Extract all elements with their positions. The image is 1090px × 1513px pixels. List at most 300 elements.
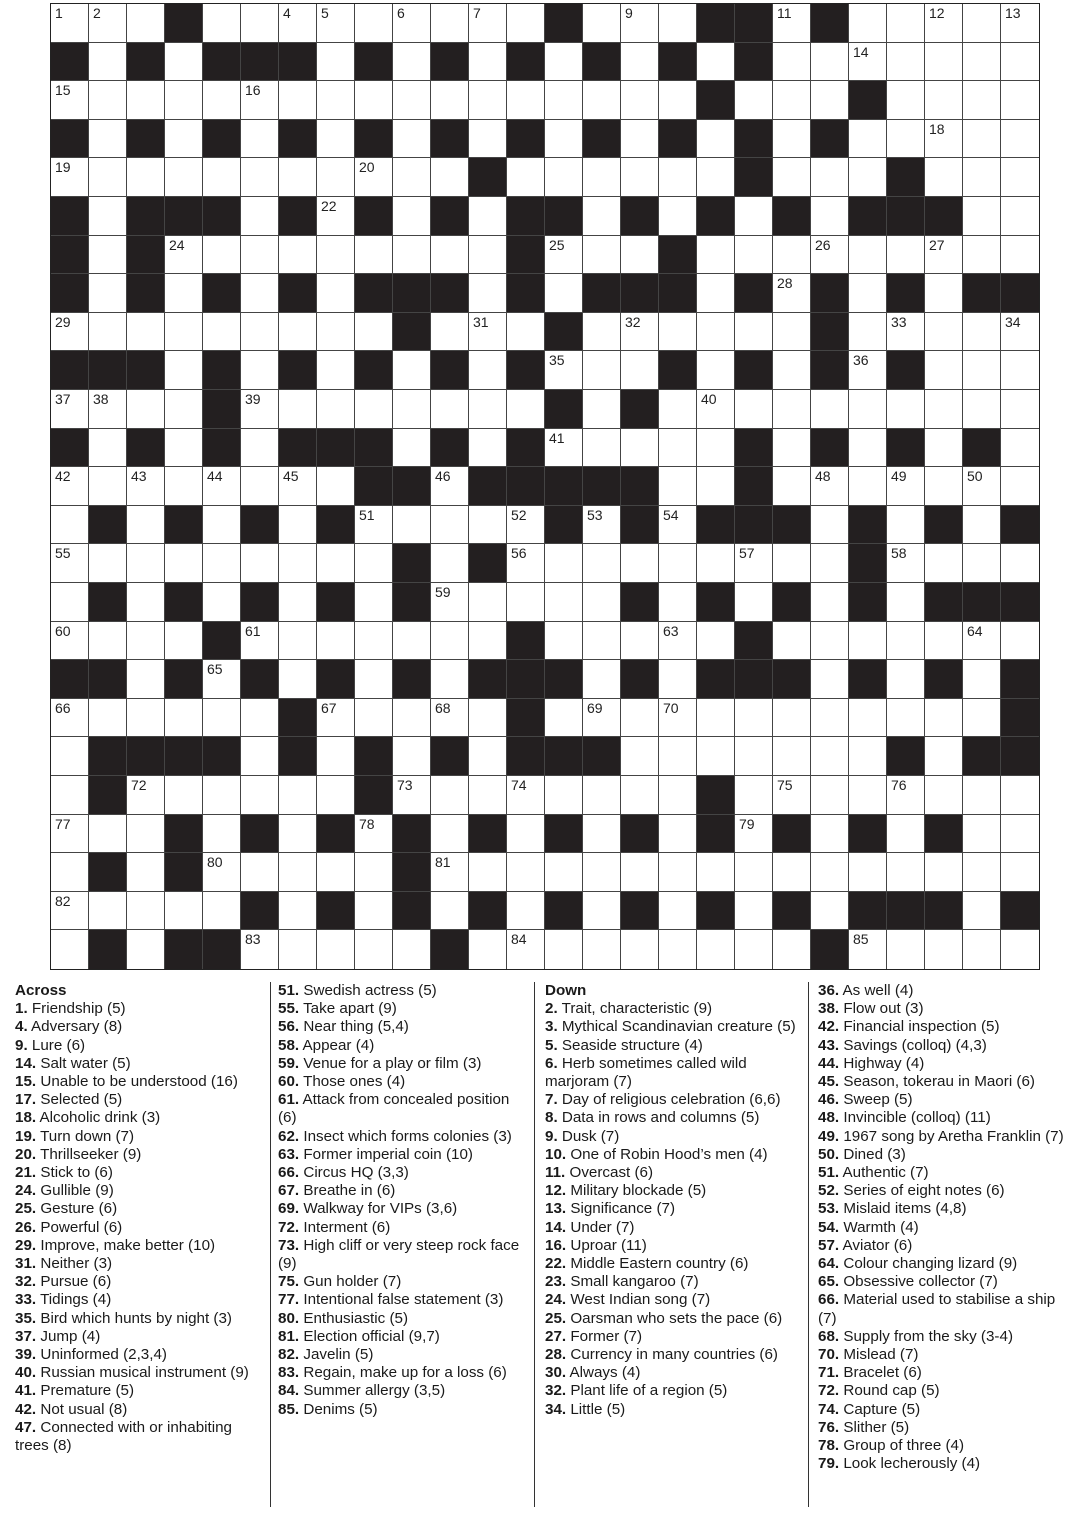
- answer-cell[interactable]: [127, 4, 165, 43]
- answer-cell[interactable]: [469, 43, 507, 82]
- answer-cell[interactable]: [963, 197, 1001, 236]
- answer-cell[interactable]: [393, 197, 431, 236]
- answer-cell[interactable]: [431, 660, 469, 699]
- answer-cell[interactable]: [621, 236, 659, 275]
- answer-cell[interactable]: [659, 4, 697, 43]
- answer-cell[interactable]: [165, 776, 203, 815]
- clue-item[interactable]: [545, 1182, 801, 1200]
- clue-item[interactable]: [15, 1328, 265, 1346]
- answer-cell[interactable]: [469, 506, 507, 545]
- answer-cell[interactable]: [241, 776, 279, 815]
- answer-cell[interactable]: [887, 120, 925, 159]
- answer-cell[interactable]: [507, 583, 545, 622]
- answer-cell[interactable]: [51, 467, 89, 506]
- answer-cell[interactable]: [51, 853, 89, 892]
- clue-item[interactable]: [15, 1091, 265, 1109]
- clue-item[interactable]: [818, 1273, 1078, 1291]
- answer-cell[interactable]: [849, 43, 887, 82]
- clue-item[interactable]: [278, 1055, 523, 1073]
- answer-cell[interactable]: [697, 351, 735, 390]
- clue-item[interactable]: [818, 1200, 1078, 1218]
- answer-cell[interactable]: [811, 699, 849, 738]
- answer-cell[interactable]: [165, 892, 203, 931]
- answer-cell[interactable]: [203, 853, 241, 892]
- clue-item[interactable]: [278, 1273, 523, 1291]
- answer-cell[interactable]: [89, 467, 127, 506]
- answer-cell[interactable]: [317, 81, 355, 120]
- answer-cell[interactable]: [51, 506, 89, 545]
- answer-cell[interactable]: [393, 236, 431, 275]
- answer-cell[interactable]: [963, 776, 1001, 815]
- answer-cell[interactable]: [925, 853, 963, 892]
- answer-cell[interactable]: [241, 699, 279, 738]
- answer-cell[interactable]: [317, 236, 355, 275]
- answer-cell[interactable]: [355, 853, 393, 892]
- answer-cell[interactable]: [621, 4, 659, 43]
- answer-cell[interactable]: [849, 853, 887, 892]
- answer-cell[interactable]: [127, 776, 165, 815]
- clue-item[interactable]: [15, 1182, 265, 1200]
- answer-cell[interactable]: [1001, 544, 1039, 583]
- answer-cell[interactable]: [849, 467, 887, 506]
- answer-cell[interactable]: [127, 699, 165, 738]
- answer-cell[interactable]: [279, 81, 317, 120]
- answer-cell[interactable]: [849, 622, 887, 661]
- answer-cell[interactable]: [241, 544, 279, 583]
- answer-cell[interactable]: [659, 158, 697, 197]
- answer-cell[interactable]: [51, 737, 89, 776]
- answer-cell[interactable]: [545, 236, 583, 275]
- answer-cell[interactable]: [355, 4, 393, 43]
- answer-cell[interactable]: [887, 776, 925, 815]
- answer-cell[interactable]: [1001, 236, 1039, 275]
- answer-cell[interactable]: [697, 120, 735, 159]
- clue-item[interactable]: [278, 1328, 523, 1346]
- answer-cell[interactable]: [735, 737, 773, 776]
- answer-cell[interactable]: [393, 506, 431, 545]
- answer-cell[interactable]: [659, 544, 697, 583]
- clue-item[interactable]: [818, 1346, 1078, 1364]
- answer-cell[interactable]: [659, 81, 697, 120]
- answer-cell[interactable]: [811, 660, 849, 699]
- answer-cell[interactable]: [355, 622, 393, 661]
- answer-cell[interactable]: [51, 158, 89, 197]
- answer-cell[interactable]: [51, 776, 89, 815]
- answer-cell[interactable]: [203, 506, 241, 545]
- clue-item[interactable]: [15, 1255, 265, 1273]
- answer-cell[interactable]: [659, 583, 697, 622]
- answer-cell[interactable]: [89, 699, 127, 738]
- answer-cell[interactable]: [1001, 815, 1039, 854]
- answer-cell[interactable]: [583, 351, 621, 390]
- answer-cell[interactable]: [279, 158, 317, 197]
- answer-cell[interactable]: [811, 776, 849, 815]
- answer-cell[interactable]: [811, 583, 849, 622]
- answer-cell[interactable]: [507, 390, 545, 429]
- answer-cell[interactable]: [279, 815, 317, 854]
- answer-cell[interactable]: [355, 390, 393, 429]
- answer-cell[interactable]: [621, 158, 659, 197]
- answer-cell[interactable]: [811, 853, 849, 892]
- answer-cell[interactable]: [51, 622, 89, 661]
- answer-cell[interactable]: [355, 892, 393, 931]
- answer-cell[interactable]: [241, 274, 279, 313]
- answer-cell[interactable]: [469, 776, 507, 815]
- clue-item[interactable]: [545, 1055, 801, 1091]
- answer-cell[interactable]: [1001, 930, 1039, 969]
- answer-cell[interactable]: [393, 390, 431, 429]
- answer-cell[interactable]: [659, 737, 697, 776]
- answer-cell[interactable]: [1001, 43, 1039, 82]
- answer-cell[interactable]: [279, 622, 317, 661]
- answer-cell[interactable]: [203, 158, 241, 197]
- answer-cell[interactable]: [963, 467, 1001, 506]
- answer-cell[interactable]: [431, 583, 469, 622]
- answer-cell[interactable]: [279, 467, 317, 506]
- answer-cell[interactable]: [697, 274, 735, 313]
- answer-cell[interactable]: [1001, 120, 1039, 159]
- answer-cell[interactable]: [165, 158, 203, 197]
- answer-cell[interactable]: [89, 429, 127, 468]
- answer-cell[interactable]: [317, 930, 355, 969]
- answer-cell[interactable]: [963, 506, 1001, 545]
- answer-cell[interactable]: [735, 583, 773, 622]
- answer-cell[interactable]: [925, 274, 963, 313]
- answer-cell[interactable]: [165, 390, 203, 429]
- answer-cell[interactable]: [963, 236, 1001, 275]
- answer-cell[interactable]: [469, 120, 507, 159]
- answer-cell[interactable]: [887, 81, 925, 120]
- answer-cell[interactable]: [279, 544, 317, 583]
- answer-cell[interactable]: [963, 313, 1001, 352]
- answer-cell[interactable]: [583, 158, 621, 197]
- answer-cell[interactable]: [697, 313, 735, 352]
- answer-cell[interactable]: [697, 43, 735, 82]
- answer-cell[interactable]: [697, 622, 735, 661]
- answer-cell[interactable]: [241, 930, 279, 969]
- answer-cell[interactable]: [431, 313, 469, 352]
- answer-cell[interactable]: [507, 4, 545, 43]
- answer-cell[interactable]: [469, 390, 507, 429]
- answer-cell[interactable]: [51, 815, 89, 854]
- answer-cell[interactable]: [279, 892, 317, 931]
- clue-item[interactable]: [545, 1200, 801, 1218]
- clue-item[interactable]: [278, 1000, 523, 1018]
- answer-cell[interactable]: [127, 622, 165, 661]
- answer-cell[interactable]: [583, 81, 621, 120]
- answer-cell[interactable]: [659, 467, 697, 506]
- answer-cell[interactable]: [811, 390, 849, 429]
- answer-cell[interactable]: [393, 622, 431, 661]
- answer-cell[interactable]: [697, 158, 735, 197]
- clue-item[interactable]: [545, 1291, 801, 1309]
- answer-cell[interactable]: [165, 544, 203, 583]
- answer-cell[interactable]: [279, 313, 317, 352]
- answer-cell[interactable]: [811, 81, 849, 120]
- answer-cell[interactable]: [279, 660, 317, 699]
- clue-item[interactable]: [545, 1091, 801, 1109]
- answer-cell[interactable]: [203, 4, 241, 43]
- answer-cell[interactable]: [773, 120, 811, 159]
- answer-cell[interactable]: [773, 158, 811, 197]
- answer-cell[interactable]: [925, 776, 963, 815]
- answer-cell[interactable]: [51, 892, 89, 931]
- answer-cell[interactable]: [887, 660, 925, 699]
- answer-cell[interactable]: [51, 583, 89, 622]
- answer-cell[interactable]: [51, 544, 89, 583]
- clue-item[interactable]: [15, 1382, 265, 1400]
- answer-cell[interactable]: [849, 4, 887, 43]
- answer-cell[interactable]: [545, 158, 583, 197]
- clue-item[interactable]: [545, 1364, 801, 1382]
- clue-item[interactable]: [15, 1018, 265, 1036]
- answer-cell[interactable]: [1001, 622, 1039, 661]
- answer-cell[interactable]: [89, 815, 127, 854]
- answer-cell[interactable]: [621, 351, 659, 390]
- answer-cell[interactable]: [317, 197, 355, 236]
- answer-cell[interactable]: [583, 815, 621, 854]
- answer-cell[interactable]: [51, 699, 89, 738]
- answer-cell[interactable]: [735, 776, 773, 815]
- clue-item[interactable]: [278, 1018, 523, 1036]
- answer-cell[interactable]: [1001, 4, 1039, 43]
- clue-item[interactable]: [818, 1437, 1078, 1455]
- answer-cell[interactable]: [507, 776, 545, 815]
- answer-cell[interactable]: [925, 390, 963, 429]
- answer-cell[interactable]: [735, 390, 773, 429]
- answer-cell[interactable]: [811, 892, 849, 931]
- answer-cell[interactable]: [241, 81, 279, 120]
- answer-cell[interactable]: [279, 4, 317, 43]
- answer-cell[interactable]: [317, 390, 355, 429]
- answer-cell[interactable]: [469, 197, 507, 236]
- answer-cell[interactable]: [545, 544, 583, 583]
- answer-cell[interactable]: [469, 853, 507, 892]
- answer-cell[interactable]: [697, 429, 735, 468]
- clue-item[interactable]: [15, 1055, 265, 1073]
- answer-cell[interactable]: [925, 622, 963, 661]
- answer-cell[interactable]: [583, 197, 621, 236]
- answer-cell[interactable]: [241, 313, 279, 352]
- answer-cell[interactable]: [51, 313, 89, 352]
- answer-cell[interactable]: [659, 815, 697, 854]
- answer-cell[interactable]: [127, 853, 165, 892]
- answer-cell[interactable]: [545, 274, 583, 313]
- answer-cell[interactable]: [355, 81, 393, 120]
- answer-cell[interactable]: [963, 622, 1001, 661]
- answer-cell[interactable]: [241, 390, 279, 429]
- clue-item[interactable]: [278, 1237, 523, 1273]
- answer-cell[interactable]: [469, 313, 507, 352]
- answer-cell[interactable]: [431, 815, 469, 854]
- answer-cell[interactable]: [887, 43, 925, 82]
- answer-cell[interactable]: [89, 622, 127, 661]
- answer-cell[interactable]: [127, 467, 165, 506]
- answer-cell[interactable]: [241, 853, 279, 892]
- answer-cell[interactable]: [469, 737, 507, 776]
- answer-cell[interactable]: [849, 351, 887, 390]
- clue-item[interactable]: [278, 1401, 523, 1419]
- answer-cell[interactable]: [241, 120, 279, 159]
- answer-cell[interactable]: [203, 583, 241, 622]
- answer-cell[interactable]: [89, 81, 127, 120]
- clue-item[interactable]: [15, 1128, 265, 1146]
- answer-cell[interactable]: [165, 43, 203, 82]
- answer-cell[interactable]: [583, 660, 621, 699]
- clue-item[interactable]: [278, 1182, 523, 1200]
- answer-cell[interactable]: [89, 236, 127, 275]
- answer-cell[interactable]: [963, 390, 1001, 429]
- answer-cell[interactable]: [887, 815, 925, 854]
- clue-item[interactable]: [278, 1291, 523, 1309]
- clue-item[interactable]: [545, 1310, 801, 1328]
- answer-cell[interactable]: [583, 699, 621, 738]
- answer-cell[interactable]: [735, 699, 773, 738]
- answer-cell[interactable]: [963, 43, 1001, 82]
- answer-cell[interactable]: [773, 622, 811, 661]
- answer-cell[interactable]: [1001, 313, 1039, 352]
- answer-cell[interactable]: [811, 737, 849, 776]
- answer-cell[interactable]: [393, 776, 431, 815]
- clue-item[interactable]: [545, 1018, 801, 1036]
- answer-cell[interactable]: [811, 506, 849, 545]
- answer-cell[interactable]: [241, 737, 279, 776]
- answer-cell[interactable]: [583, 544, 621, 583]
- answer-cell[interactable]: [1001, 351, 1039, 390]
- answer-cell[interactable]: [621, 622, 659, 661]
- answer-cell[interactable]: [963, 699, 1001, 738]
- answer-cell[interactable]: [89, 4, 127, 43]
- answer-cell[interactable]: [849, 776, 887, 815]
- answer-cell[interactable]: [203, 815, 241, 854]
- answer-cell[interactable]: [659, 429, 697, 468]
- answer-cell[interactable]: [165, 351, 203, 390]
- answer-cell[interactable]: [127, 390, 165, 429]
- clue-item[interactable]: [278, 1128, 523, 1146]
- answer-cell[interactable]: [545, 81, 583, 120]
- answer-cell[interactable]: [583, 429, 621, 468]
- answer-cell[interactable]: [735, 236, 773, 275]
- answer-cell[interactable]: [887, 853, 925, 892]
- answer-cell[interactable]: [545, 43, 583, 82]
- answer-cell[interactable]: [887, 467, 925, 506]
- answer-cell[interactable]: [165, 81, 203, 120]
- clue-item[interactable]: [15, 1164, 265, 1182]
- answer-cell[interactable]: [89, 313, 127, 352]
- clue-item[interactable]: [818, 1237, 1078, 1255]
- answer-cell[interactable]: [659, 390, 697, 429]
- answer-cell[interactable]: [849, 699, 887, 738]
- answer-cell[interactable]: [469, 699, 507, 738]
- clue-item[interactable]: [818, 1382, 1078, 1400]
- answer-cell[interactable]: [583, 892, 621, 931]
- answer-cell[interactable]: [887, 506, 925, 545]
- answer-cell[interactable]: [583, 583, 621, 622]
- answer-cell[interactable]: [849, 274, 887, 313]
- answer-cell[interactable]: [735, 892, 773, 931]
- answer-cell[interactable]: [165, 429, 203, 468]
- answer-cell[interactable]: [887, 699, 925, 738]
- answer-cell[interactable]: [89, 390, 127, 429]
- answer-cell[interactable]: [773, 274, 811, 313]
- answer-cell[interactable]: [963, 815, 1001, 854]
- answer-cell[interactable]: [469, 583, 507, 622]
- answer-cell[interactable]: [963, 4, 1001, 43]
- clue-item[interactable]: [15, 1000, 265, 1018]
- answer-cell[interactable]: [127, 81, 165, 120]
- answer-cell[interactable]: [241, 351, 279, 390]
- answer-cell[interactable]: [735, 313, 773, 352]
- answer-cell[interactable]: [165, 313, 203, 352]
- answer-cell[interactable]: [507, 506, 545, 545]
- answer-cell[interactable]: [279, 853, 317, 892]
- answer-cell[interactable]: [925, 43, 963, 82]
- answer-cell[interactable]: [811, 236, 849, 275]
- answer-cell[interactable]: [507, 158, 545, 197]
- clue-item[interactable]: [818, 1182, 1078, 1200]
- answer-cell[interactable]: [355, 660, 393, 699]
- answer-cell[interactable]: [127, 313, 165, 352]
- answer-cell[interactable]: [773, 313, 811, 352]
- answer-cell[interactable]: [127, 158, 165, 197]
- clue-item[interactable]: [15, 1109, 265, 1127]
- answer-cell[interactable]: [887, 313, 925, 352]
- answer-cell[interactable]: [773, 853, 811, 892]
- clue-item[interactable]: [818, 1109, 1078, 1127]
- answer-cell[interactable]: [697, 853, 735, 892]
- clue-item[interactable]: [15, 1219, 265, 1237]
- answer-cell[interactable]: [507, 313, 545, 352]
- answer-cell[interactable]: [469, 930, 507, 969]
- answer-cell[interactable]: [659, 660, 697, 699]
- answer-cell[interactable]: [165, 236, 203, 275]
- clue-item[interactable]: [15, 1273, 265, 1291]
- answer-cell[interactable]: [279, 930, 317, 969]
- answer-cell[interactable]: [431, 544, 469, 583]
- clue-item[interactable]: [545, 1382, 801, 1400]
- answer-cell[interactable]: [735, 815, 773, 854]
- clue-item[interactable]: [818, 1073, 1078, 1091]
- answer-cell[interactable]: [773, 776, 811, 815]
- answer-cell[interactable]: [659, 930, 697, 969]
- clue-item[interactable]: [278, 1091, 523, 1127]
- answer-cell[interactable]: [621, 43, 659, 82]
- answer-cell[interactable]: [203, 892, 241, 931]
- answer-cell[interactable]: [773, 737, 811, 776]
- answer-cell[interactable]: [127, 506, 165, 545]
- answer-cell[interactable]: [887, 390, 925, 429]
- answer-cell[interactable]: [849, 158, 887, 197]
- answer-cell[interactable]: [1001, 158, 1039, 197]
- answer-cell[interactable]: [89, 120, 127, 159]
- answer-cell[interactable]: [393, 43, 431, 82]
- answer-cell[interactable]: [659, 622, 697, 661]
- answer-cell[interactable]: [659, 506, 697, 545]
- clue-item[interactable]: [15, 1146, 265, 1164]
- clue-item[interactable]: [818, 1091, 1078, 1109]
- clue-item[interactable]: [278, 1200, 523, 1218]
- answer-cell[interactable]: [963, 351, 1001, 390]
- answer-cell[interactable]: [1001, 197, 1039, 236]
- clue-item[interactable]: [278, 1310, 523, 1328]
- clue-item[interactable]: [545, 1273, 801, 1291]
- answer-cell[interactable]: [849, 429, 887, 468]
- answer-cell[interactable]: [735, 930, 773, 969]
- answer-cell[interactable]: [469, 236, 507, 275]
- clue-item[interactable]: [818, 1328, 1078, 1346]
- answer-cell[interactable]: [51, 930, 89, 969]
- answer-cell[interactable]: [545, 351, 583, 390]
